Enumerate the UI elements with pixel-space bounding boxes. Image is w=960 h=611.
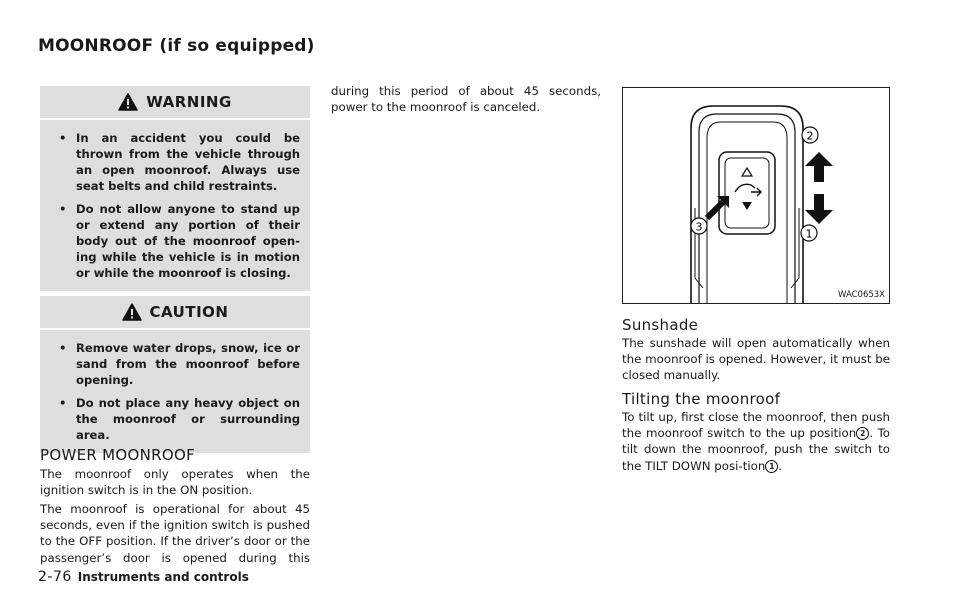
caution-item-text: Remove water drops, snow, ice or sand from the moonroof before opening. xyxy=(76,341,300,387)
page-footer xyxy=(38,569,249,585)
caution-header xyxy=(40,296,310,330)
callout-1-label: 1 xyxy=(805,227,813,241)
warning-triangle-icon xyxy=(118,93,138,111)
moonroof-switch-illustration xyxy=(623,88,889,303)
ref-up-number: 2 xyxy=(856,427,869,440)
list-item xyxy=(50,395,300,443)
footer-section: Instruments and controls xyxy=(77,570,249,584)
power-moonroof-paragraph-1: The moonroof only operates when the ignition switch is in the ON position. xyxy=(40,467,310,498)
list-item xyxy=(50,340,300,388)
power-moonroof-paragraph-2: The moonroof is operational for about 45 seconds, even if the ignition switch is pushed to the OFF position. If the driver’s door or the passenger’s door is opened during this xyxy=(40,502,310,565)
caution-triangle-icon xyxy=(122,303,142,321)
caution-heading: CAUTION xyxy=(149,303,229,321)
caution-item-text: Do not place any heavy object on the moonroof or surrounding area. xyxy=(76,396,300,442)
ref-down-number: 1 xyxy=(765,460,778,473)
warning-item-text: In an accident you could be thrown from the vehicle through an open moonroof. Always use seat belts and child restraints. xyxy=(76,131,300,193)
callout-2-label: 2 xyxy=(806,129,814,143)
caution-list xyxy=(40,330,310,453)
warning-box xyxy=(40,86,310,291)
bullet: • xyxy=(59,341,67,355)
bullet: • xyxy=(59,396,67,410)
caution-box xyxy=(40,296,310,453)
callout-3-label: 3 xyxy=(695,220,703,234)
page-title: MOONROOF (if so equipped) xyxy=(38,36,315,56)
power-moonroof-continuation: during this period of about 45 seconds, power to the moonroof is canceled. xyxy=(331,84,601,115)
bullet: • xyxy=(59,202,67,216)
tilting-paragraph xyxy=(622,409,890,474)
tilting-heading: Tilting the moonroof xyxy=(622,390,781,408)
figure-code: WAC0653X xyxy=(838,290,885,300)
warning-header xyxy=(40,86,310,120)
page-number: 2-76 xyxy=(38,569,72,585)
tilting-text-c: . xyxy=(778,458,783,473)
warning-heading: WARNING xyxy=(146,93,232,111)
tilting-text-a: To tilt up, first close the moonroof, then push the moonroof switch to the up position xyxy=(622,410,890,441)
tilting-text-b: . To tilt down the moonroof, push the switch to the TILT DOWN posi-tion xyxy=(622,426,891,473)
warning-item-text: Do not allow anyone to stand up or extend any portion of their body out of the moonroof open-ing while the vehicle is in motion or while the moonroof is closing. xyxy=(76,202,300,280)
list-item xyxy=(50,130,300,194)
list-item xyxy=(50,201,300,281)
bullet: • xyxy=(59,131,67,145)
moonroof-switch-figure xyxy=(622,87,890,304)
sunshade-paragraph: The sunshade will open automatically when the moonroof is opened. However, it must be closed manually. xyxy=(622,336,890,383)
sunshade-heading: Sunshade xyxy=(622,316,699,334)
warning-list xyxy=(40,120,310,291)
power-moonroof-heading: POWER MOONROOF xyxy=(40,446,195,464)
